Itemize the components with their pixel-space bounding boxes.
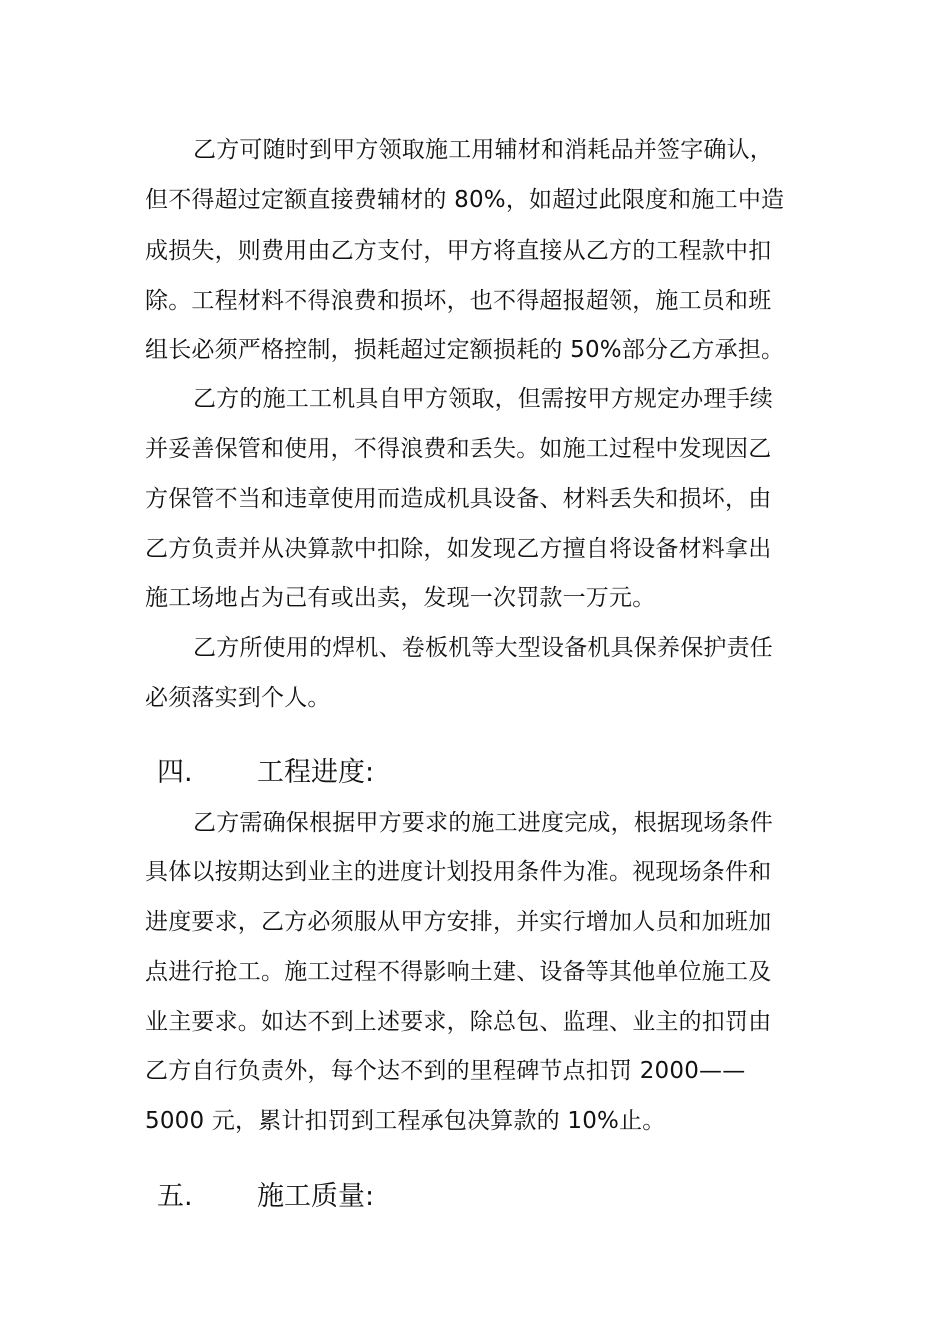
paragraph-4-line-3: 进度要求，乙方必须服从甲方安排，并实行增加人员和加班加 bbox=[145, 909, 772, 935]
paragraph-2-line-5: 施工场地占为己有或出卖，发现一次罚款一万元。 bbox=[145, 585, 656, 611]
paragraph-1-line-3: 成损失，则费用由乙方支付，甲方将直接从乙方的工程款中扣 bbox=[145, 238, 772, 264]
paragraph-1-line-2: 但不得超过定额直接费辅材的 80%，如超过此限度和施工中造 bbox=[145, 187, 785, 213]
paragraph-1-line-4: 除。工程材料不得浪费和损坏，也不得超报超领，施工员和班 bbox=[145, 288, 772, 314]
paragraph-4-line-4: 点进行抢工。施工过程不得影响土建、设备等其他单位施工及 bbox=[145, 959, 772, 985]
section-number: 五. bbox=[157, 1181, 193, 1212]
paragraph-4-line-2: 具体以按期达到业主的进度计划投用条件为准。视现场条件和 bbox=[145, 859, 772, 885]
section-heading-4 bbox=[157, 756, 374, 790]
paragraph-4-line-7: 5000 元，累计扣罚到工程承包决算款的 10%止。 bbox=[145, 1108, 666, 1134]
section-number: 四. bbox=[157, 757, 193, 788]
paragraph-2-line-1: 乙方的施工工机具自甲方领取，但需按甲方规定办理手续 bbox=[193, 386, 773, 412]
section-heading-5 bbox=[157, 1180, 374, 1214]
paragraph-4-line-5: 业主要求。如达不到上述要求，除总包、监理、业主的扣罚由 bbox=[145, 1009, 772, 1035]
section-title: 施工质量: bbox=[257, 1181, 375, 1212]
paragraph-1-line-5: 组长必须严格控制，损耗超过定额损耗的 50%部分乙方承担。 bbox=[145, 337, 785, 363]
section-title: 工程进度: bbox=[257, 757, 375, 788]
paragraph-3-line-2: 必须落实到个人。 bbox=[145, 685, 331, 711]
paragraph-1-line-1: 乙方可随时到甲方领取施工用辅材和消耗品并签字确认， bbox=[193, 137, 773, 163]
paragraph-3-line-1: 乙方所使用的焊机、卷板机等大型设备机具保养保护责任 bbox=[193, 635, 773, 661]
paragraph-4-line-6: 乙方自行负责外，每个达不到的里程碑节点扣罚 2000—— bbox=[145, 1058, 746, 1084]
paragraph-2-line-2: 并妥善保管和使用，不得浪费和丢失。如施工过程中发现因乙 bbox=[145, 436, 772, 462]
paragraph-2-line-4: 乙方负责并从决算款中扣除，如发现乙方擅自将设备材料拿出 bbox=[145, 536, 772, 562]
paragraph-4-line-1: 乙方需确保根据甲方要求的施工进度完成，根据现场条件 bbox=[193, 810, 773, 836]
paragraph-2-line-3: 方保管不当和违章使用而造成机具设备、材料丢失和损坏，由 bbox=[145, 486, 772, 512]
